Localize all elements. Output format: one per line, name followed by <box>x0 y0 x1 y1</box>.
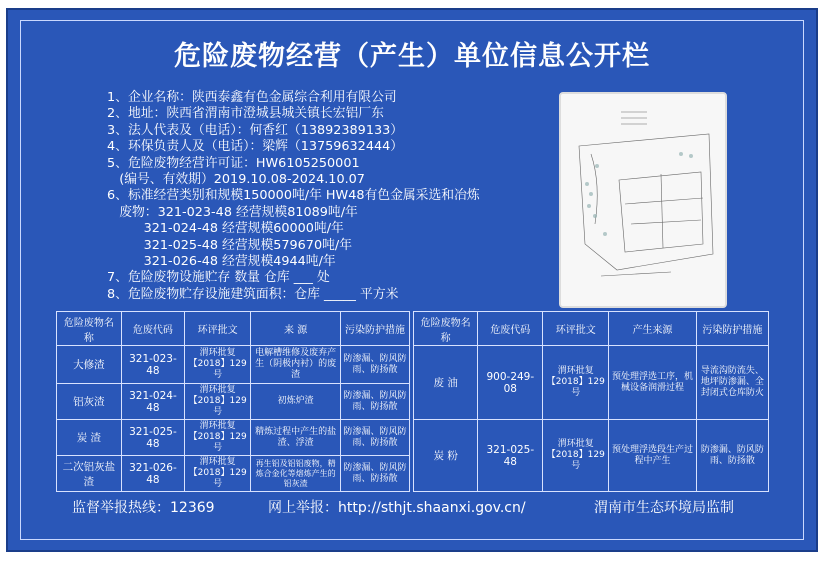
info-line: (编号、有效期）2019.10.08-2024.10.07 <box>107 172 365 188</box>
waste-name: 二次铝灰盐渣 <box>57 456 122 492</box>
protection-measures: 防渗漏、防风防雨、防扬散 <box>341 346 410 384</box>
protection-measures: 防渗漏、防风防雨、防扬散 <box>341 456 410 492</box>
table-row <box>414 346 769 420</box>
waste-source: 预处理浮选段生产过程中产生 <box>609 420 696 492</box>
table-row <box>57 346 410 384</box>
waste-source: 电解槽维修及废弃产生（阴极内衬）的废渣 <box>251 346 341 384</box>
approval-doc: 渭环批复【2018】129号 <box>185 384 251 420</box>
info-line: 321-024-48 经营规模60000吨/年 <box>107 221 344 237</box>
table-row <box>57 384 410 420</box>
table-row <box>414 420 769 492</box>
waste-code: 321-026-48 <box>121 456 184 492</box>
approval-doc: 渭环批复【2018】129号 <box>185 456 251 492</box>
approval-doc: 渭环批复【2018】129号 <box>185 420 251 456</box>
approval-doc: 渭环批复【2018】129号 <box>543 346 609 420</box>
site-plan-image <box>559 92 727 308</box>
left-waste-table <box>56 311 410 492</box>
report-hotline: 监督举报热线：12369 <box>72 500 215 516</box>
approval-doc: 渭环批复【2018】129号 <box>185 346 251 384</box>
info-line: 废物：321-023-48 经营规模81089吨/年 <box>107 204 358 220</box>
col-header: 危险废物名称 <box>57 312 122 346</box>
info-line: 3、法人代表及（电话）：何香红（13892389133） <box>107 122 404 138</box>
right-waste-table <box>413 311 769 492</box>
waste-name: 废 油 <box>414 346 478 420</box>
info-line: 7、危险废物设施贮存 数量 仓库 ___ 处 <box>107 270 330 286</box>
info-line: 321-025-48 经营规模579670吨/年 <box>107 237 352 253</box>
waste-source: 精炼过程中产生的盐渣、浮渣 <box>251 420 341 456</box>
col-header: 污染防护措施 <box>696 312 768 346</box>
protection-measures: 防渗漏、防风防雨、防扬散 <box>341 420 410 456</box>
info-line: 8、危险废物贮存设施建筑面积：仓库 _____ 平方米 <box>107 286 399 302</box>
col-header: 污染防护措施 <box>341 312 410 346</box>
board-title: 危险废物经营（产生）单位信息公开栏 <box>174 41 650 72</box>
waste-code: 321-024-48 <box>121 384 184 420</box>
site-plan-drawing <box>561 94 725 306</box>
col-header: 环评批文 <box>185 312 251 346</box>
protection-measures: 防渗漏、防风防雨、防扬散 <box>696 420 768 492</box>
waste-code: 321-025-48 <box>121 420 184 456</box>
info-line: 2、地址：陕西省渭南市澄城县城关镇长宏铝厂东 <box>107 106 384 122</box>
col-header: 危废代码 <box>478 312 543 346</box>
online-report-link[interactable]: 网上举报：http://sthjt.shaanxi.gov.cn/ <box>268 500 526 516</box>
table-row <box>57 456 410 492</box>
waste-name: 大修渣 <box>57 346 122 384</box>
waste-source: 预处理浮选工序，机械设备润滑过程 <box>609 346 696 420</box>
col-header: 危废代码 <box>121 312 184 346</box>
approval-doc: 渭环批复【2018】129号 <box>543 420 609 492</box>
col-header: 产生来源 <box>609 312 696 346</box>
protection-measures: 防渗漏、防风防雨、防扬散 <box>341 384 410 420</box>
col-header: 来 源 <box>251 312 341 346</box>
info-line: 321-026-48 经营规模4944吨/年 <box>107 254 336 270</box>
waste-source: 初炼炉渣 <box>251 384 341 420</box>
protection-measures: 导流沟防流失、地坪防渗漏、全封闭式仓库防火 <box>696 346 768 420</box>
waste-name: 炭 粉 <box>414 420 478 492</box>
col-header: 环评批文 <box>543 312 609 346</box>
waste-name: 炭 渣 <box>57 420 122 456</box>
company-info-list <box>107 90 480 303</box>
waste-code: 900-249-08 <box>478 346 543 420</box>
info-line: 5、危险废物经营许可证：HW6105250001 <box>107 155 360 171</box>
waste-source: 再生铝及铝铝废物，精炼合金化等熔炼产生的铝灰渣 <box>251 456 341 492</box>
waste-code: 321-025-48 <box>478 420 543 492</box>
info-line: 1、企业名称：陕西泰鑫有色金属综合利用有限公司 <box>107 90 397 105</box>
supervising-authority: 渭南市生态环境局监制 <box>594 500 734 516</box>
waste-code: 321-023-48 <box>121 346 184 384</box>
info-line: 6、标准经营类别和规模150000吨/年 HW48有色金属采选和冶炼 <box>107 188 480 204</box>
info-line: 4、环保负责人及（电话）：梁辉（13759632444） <box>107 139 404 155</box>
table-row <box>57 420 410 456</box>
waste-name: 铝灰渣 <box>57 384 122 420</box>
col-header: 危险废物名称 <box>414 312 478 346</box>
